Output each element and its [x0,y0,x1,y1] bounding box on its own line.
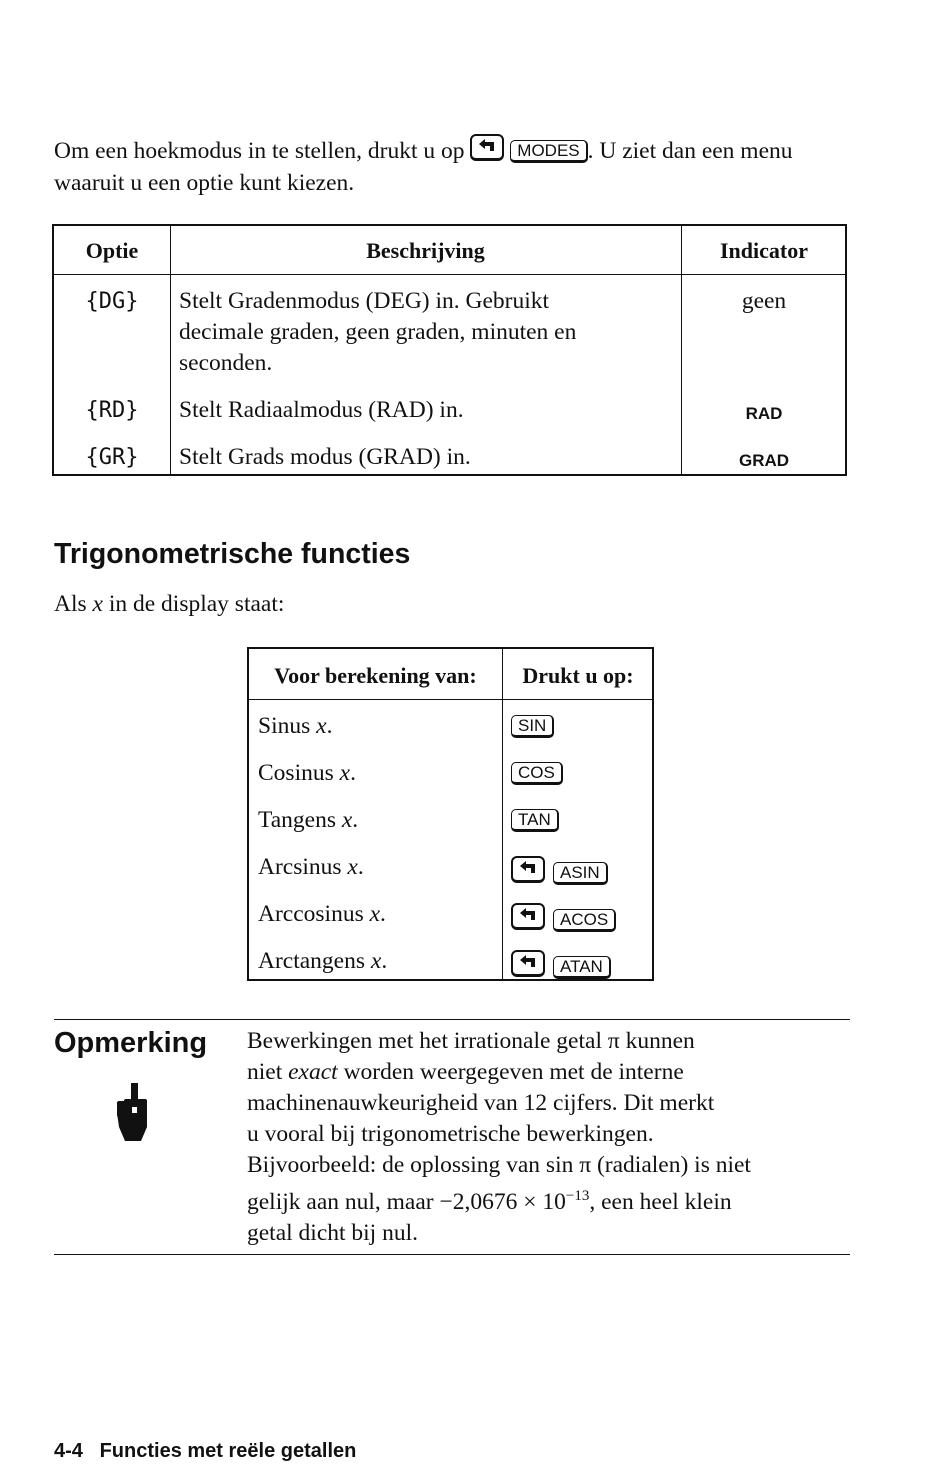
trig-label-text: Arctangens [258,948,366,974]
left-shift-arrow-icon [511,903,545,930]
note-line-6 [247,1181,857,1218]
trig-row-keys [511,856,608,885]
desc-rd: Stelt Radiaalmodus (RAD) in. [179,397,464,423]
note-line-2 [247,1057,857,1088]
indicator-gr: GRAD [738,451,790,470]
intro-paragraph [54,134,854,199]
trig-row-label: Arctangens x. [258,948,388,974]
option-dg: {DG} [85,289,139,314]
option-rd: {RD} [85,398,139,423]
trig-table [247,647,654,981]
trig-label-var: x [369,901,381,927]
trig-row-label: Sinus x. [258,713,333,739]
indicator-dg: geen [741,288,787,314]
indicator-rd: RAD [745,404,783,423]
desc-dg-line1: Stelt Gradenmodus (DEG) in. Gebruikt [179,288,550,314]
trig-row-label: Tangens x. [258,807,359,833]
lead-before: Als [54,591,93,617]
trig-label-text: Cosinus [258,760,334,786]
note-line-1: Bewerkingen met het irrationale getal π kunnen [247,1028,695,1054]
header-indicator: Indicator [720,238,808,263]
lead-after: in de display staat: [102,591,285,617]
note-top-rule [54,1019,850,1020]
desc-dg-line3: seconden. [179,350,273,376]
trig-row-label: Cosinus x. [258,760,356,786]
note-heading: Opmerking [54,1027,208,1059]
pointing-hand-icon [111,1083,157,1150]
trig-label-text: Arccosinus [258,901,364,927]
trig-row-keys [511,715,554,738]
trig-row-keys [511,762,563,785]
note-line-7: getal dicht bij nul. [247,1219,418,1246]
calculator-key: SIN [511,715,554,738]
trig-row-keys [511,950,611,979]
mode-table [52,224,847,476]
note-line-5: Bijvoorbeeld: de oplossing van sin π (radialen) is niet [247,1152,751,1178]
page-footer: 4-4 Functies met reële getallen [54,1440,357,1462]
trig-label-var: x [341,807,353,833]
lead-var: x [92,591,103,617]
option-gr: {GR} [85,445,139,470]
note-line-4: u vooral bij trigonometrische bewerkingen. [247,1121,654,1147]
trig-label-text: Tangens [258,807,336,833]
trig-row-label: Arcsinus x. [258,854,364,880]
note-l6a: gelijk aan nul, maar −2,0676 × 10 [247,1188,566,1215]
note-bottom-rule [54,1254,850,1255]
trig-label-var: x [370,948,382,974]
section-title: Trigonometrische functies [54,538,411,570]
intro-text-before: Om een hoekmodus in te stellen, drukt u op [54,138,465,164]
note-l2c: worden weergegeven met de interne [337,1059,684,1085]
left-shift-arrow-icon [470,134,504,161]
header-description: Beschrijving [366,238,485,263]
modes-key: MODES [510,140,587,163]
header-option: Optie [85,238,139,263]
trig-row-keys [511,903,616,932]
desc-gr: Stelt Grads modus (GRAD) in. [179,444,471,470]
desc-dg-line2: decimale graden, geen graden, minuten en [179,319,577,345]
trig-label-text: Sinus [258,713,311,739]
calculator-key: COS [511,762,563,785]
trig-label-var: x [316,713,327,739]
trig-row-keys [511,809,559,832]
intro-text-after: . U ziet dan een menu waaruit u een optie kunt kiezen. [54,138,793,196]
header-calc: Voor berekening van: [274,663,477,688]
trig-label-var: x [339,760,351,786]
header-press: Drukt u op: [522,663,634,688]
left-shift-arrow-icon [511,856,545,883]
trig-label-var: x [347,854,358,880]
left-shift-arrow-icon [511,950,545,977]
note-l2b: exact [288,1059,338,1085]
calculator-key: ASIN [553,862,608,885]
note-line-3: machinenauwkeurigheid van 12 cijfers. Dit merkt [247,1090,715,1116]
note-body [247,1026,857,1249]
calculator-key: TAN [511,809,559,832]
trig-label-text: Arcsinus [258,854,342,880]
section-lead [54,591,284,618]
note-l2a: niet [247,1059,289,1085]
trig-row-label: Arccosinus x. [258,901,386,927]
calculator-key: ATAN [553,956,611,979]
calculator-key: ACOS [553,909,616,932]
note-l6exp: −13 [565,1188,590,1204]
note-l6b: , een heel klein [589,1188,732,1215]
